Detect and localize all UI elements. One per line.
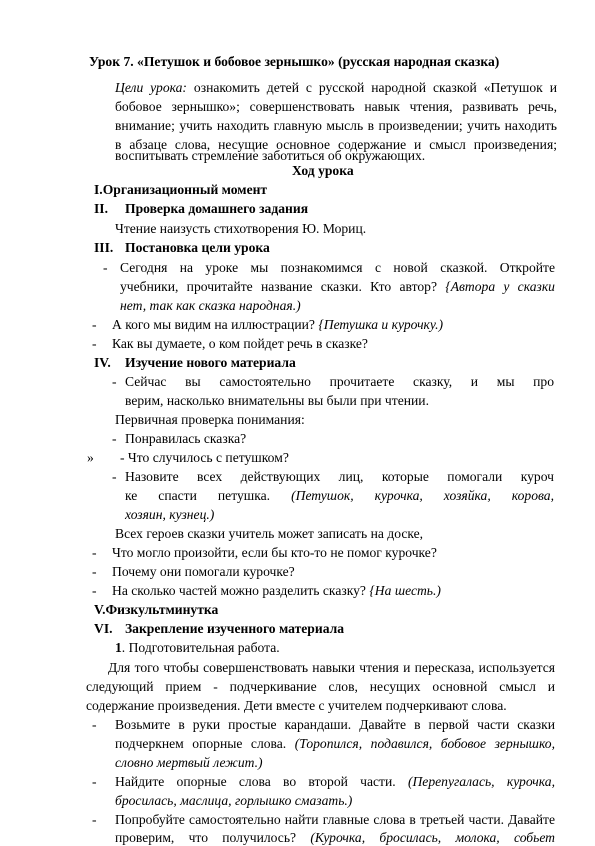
s3-p1-line-2: учебники, прочитайте название сказки. Кто автор? {Автора у сказки bbox=[120, 279, 555, 294]
section-3-heading: Постановка цели урока bbox=[125, 240, 270, 255]
bullet-dash: - bbox=[92, 717, 97, 732]
goals-label: Цели урока: bbox=[115, 80, 187, 95]
section-2-number: II. bbox=[94, 201, 108, 216]
bullet-dash: - bbox=[92, 583, 97, 598]
bullet-dash: - bbox=[112, 469, 117, 484]
bullet-dash: - bbox=[112, 374, 117, 389]
s6-subheading: 1. Подготовительная работа. bbox=[115, 640, 280, 655]
s3-p1-line-1: Сегодня на уроке мы познакомимся с новой сказкой. Откройте bbox=[120, 260, 555, 275]
s6-t3-line-1: Попробуйте самостоятельно найти главные слова в третьей части. Давайте bbox=[115, 812, 555, 827]
bullet-dash: - bbox=[112, 431, 117, 446]
section-6-number: VI. bbox=[94, 621, 113, 636]
s6-t1-line-1: Возьмите в руки простые карандаши. Давайте в первой части сказки bbox=[115, 717, 555, 732]
goals-line-4: в абзаце слова, несущие основное содержание и смысл произведения; bbox=[115, 137, 557, 152]
goals-line-3: внимание; учить находить главную мысль в произведении; учить находить bbox=[115, 118, 557, 133]
s4-q3-line-2: ке спасти петушка. (Петушок, курочка, хозяйка, корова, bbox=[125, 488, 554, 503]
s4-q6: На сколько частей можно разделить сказку? {На шесть.) bbox=[112, 583, 441, 598]
s4-check-label: Первичная проверка понимания: bbox=[115, 412, 305, 427]
course-heading: Ход урока bbox=[292, 163, 354, 178]
s3-p3: Как вы думаете, о ком пойдет речь в сказке? bbox=[112, 336, 368, 351]
section-5-heading: V.Физкультминутка bbox=[94, 602, 219, 617]
s4-q4: Что могло произойти, если бы кто-то не помог курочке? bbox=[112, 545, 437, 560]
s3-p1-line-3: нет, так как сказка народная.) bbox=[120, 298, 301, 313]
bullet-dash: - bbox=[92, 774, 97, 789]
bullet-dash: - bbox=[103, 260, 108, 275]
s4-p1-line-2: верим, насколько внимательны вы были при чтении. bbox=[125, 393, 429, 408]
section-4-heading: Изучение нового материала bbox=[125, 355, 296, 370]
s4-q3-line-1: Назовите всех действующих лиц, которые помогали куроч bbox=[125, 469, 554, 484]
s4-q3-line-3: хозяин, кузнец.) bbox=[125, 507, 215, 522]
section-3-number: III. bbox=[94, 240, 114, 255]
s6-para-line-3: содержание произведения. Дети вместе с учителем подчеркивают слова. bbox=[86, 698, 507, 713]
s6-para-line-2: следующий прием - подчеркивание слов, несущих основной смысл и bbox=[86, 679, 555, 694]
s4-q2: - Что случилось с петушком? bbox=[120, 450, 289, 465]
s3-p2: А кого мы видим на иллюстрации? {Петушка и курочку.) bbox=[112, 317, 444, 332]
bullet-dash: - bbox=[92, 564, 97, 579]
s6-t3-line-2: проверим, что получилось? (Курочка, бросилась, молока, собьет bbox=[115, 830, 555, 845]
s6-para-line-1: Для того чтобы совершенствовать навыки чтения и пересказа, используется bbox=[108, 660, 555, 675]
section-4-number: IV. bbox=[94, 355, 111, 370]
s4-q1: Понравилась сказка? bbox=[125, 431, 247, 446]
s6-t2-line-1: Найдите опорные слова во второй части. (Перепугалась, курочка, bbox=[115, 774, 555, 789]
s4-q2-mark: » bbox=[87, 450, 94, 465]
section-2-heading: Проверка домашнего задания bbox=[125, 201, 309, 216]
s6-t1-line-2: подчеркнем опорные слова. (Торопился, подавился, бобовое зернышко, bbox=[115, 736, 555, 751]
section-2-text: Чтение наизусть стихотворения Ю. Мориц. bbox=[115, 221, 367, 236]
bullet-dash: - bbox=[92, 317, 97, 332]
s4-q5: Почему они помогали курочке? bbox=[112, 564, 295, 579]
goals-line-1: Цели урока: ознакомить детей с русской народной сказкой «Петушок и bbox=[115, 80, 557, 95]
s6-t1-line-3: словно мертвый лежит.) bbox=[115, 755, 263, 770]
goals-line-5: воспитывать стремление заботиться об окружающих. bbox=[115, 148, 426, 163]
s4-heroes-note: Всех героев сказки учитель может записать на доске, bbox=[115, 526, 424, 541]
lesson-title: Урок 7. «Петушок и бобовое зернышко» (русская народная сказка) bbox=[89, 54, 500, 69]
s6-t2-line-2: бросилась, маслица, горлышко смазать.) bbox=[115, 793, 353, 808]
bullet-dash: - bbox=[92, 545, 97, 560]
section-1-heading: I.Организационный момент bbox=[94, 182, 268, 197]
bullet-dash: - bbox=[92, 336, 97, 351]
goals-line-2: бобовое зернышко»; совершенствовать навык чтения, развивать речь, bbox=[115, 99, 557, 114]
section-6-heading: Закрепление изученного материала bbox=[125, 621, 345, 636]
s4-p1-line-1: Сейчас вы самостоятельно прочитаете сказку, и мы про bbox=[125, 374, 554, 389]
bullet-dash: - bbox=[92, 812, 97, 827]
